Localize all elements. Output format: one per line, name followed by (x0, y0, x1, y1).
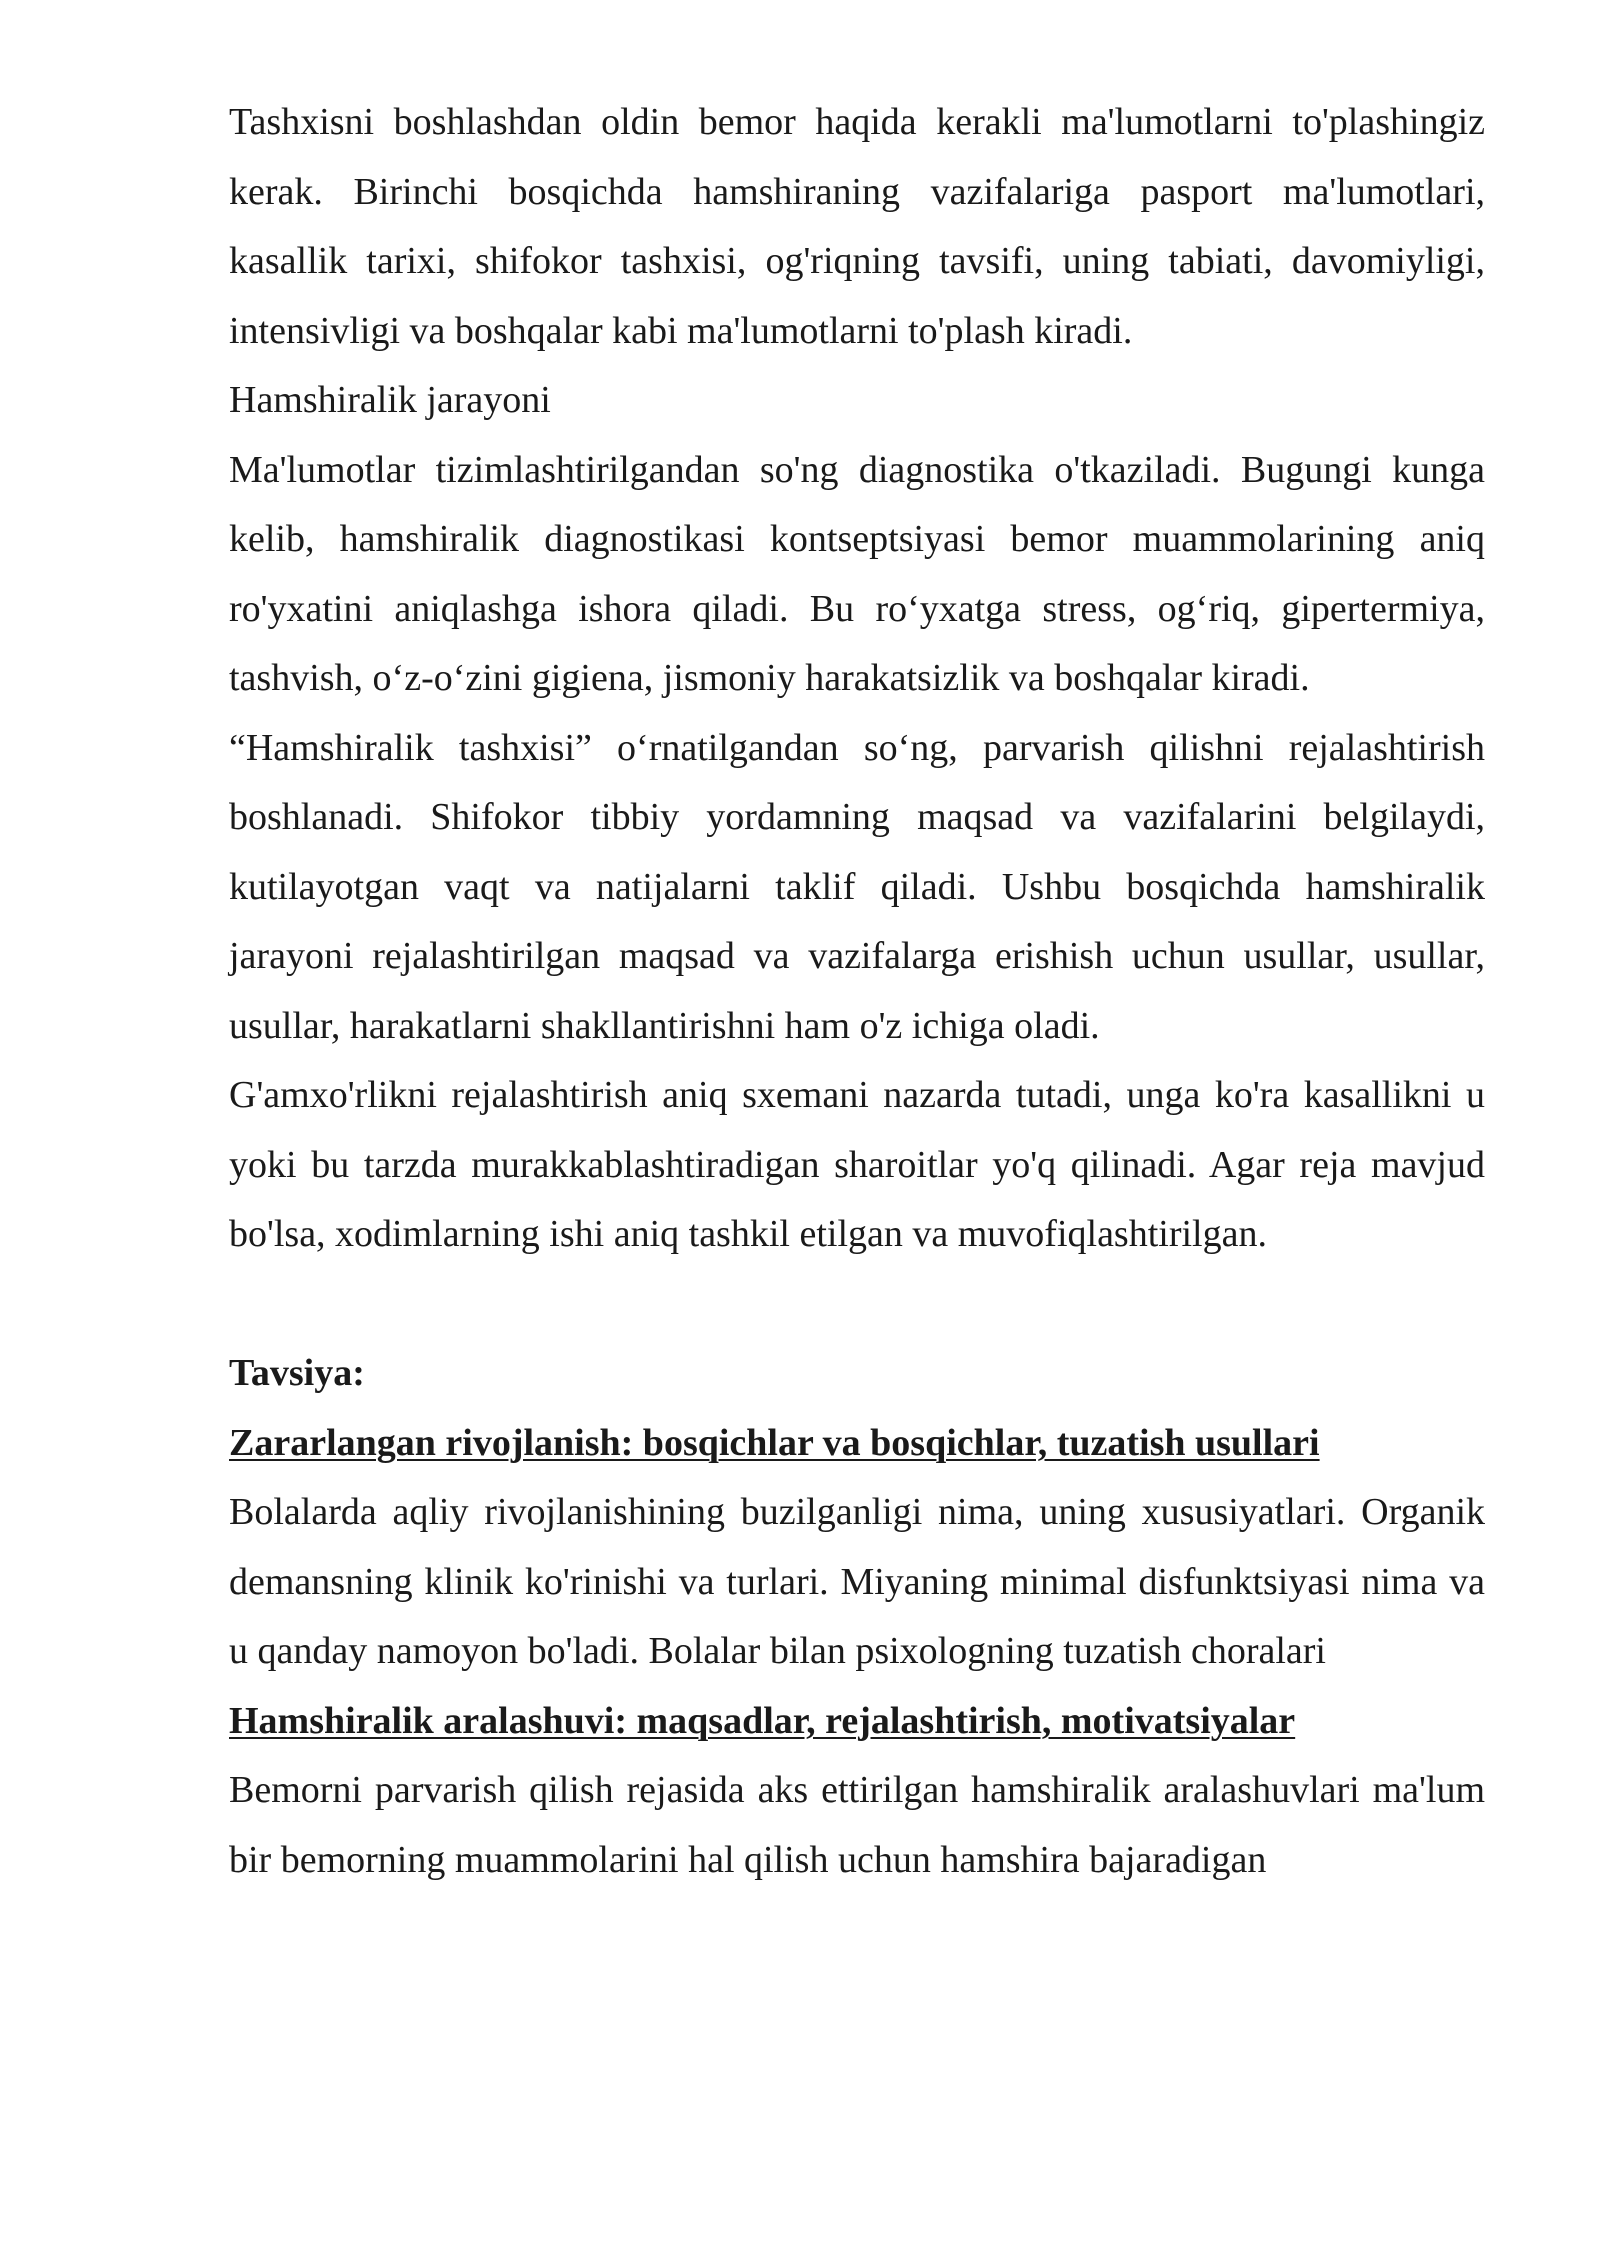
recommendation-label: Tavsiya: (229, 1352, 365, 1394)
paragraph-mental-development: Bolalarda aqliy rivojlanishining buzilganligi nima, uning xususiyatlari. Organik demansning klinik ko'rinishi va turlari. Miyaning minimal disfunktsiyasi nima va u qanday namoyon bo'ladi. Bolalar bilan psixologning tuzatish choralari (229, 1491, 1485, 1672)
subheading-nursing-process: Hamshiralik jarayoni (229, 379, 551, 421)
blank-line (229, 1270, 1485, 1340)
link-impaired-development[interactable]: Zararlangan rivojlanish: bosqichlar va bosqichlar, tuzatish usullari (229, 1421, 1320, 1464)
link-nursing-intervention[interactable]: Hamshiralik aralashuvi: maqsadlar, rejalashtirish, motivatsiyalar (229, 1699, 1296, 1742)
paragraph-diagnostics: Ma'lumotlar tizimlashtirilgandan so'ng diagnostika o'tkaziladi. Bugungi kunga kelib, hamshiralik diagnostikasi kontseptsiyasi bemor muammolarining aniq ro'yxatini aniqlashga ishora qiladi. Bu ro‘yxatga stress, og‘riq, gipertermiya, tashvish, o‘z-o‘zini gigiena, jismoniy harakatsizlik va boshqalar kiradi. (229, 448, 1485, 699)
paragraph-data-collection: Tashxisni boshlashdan oldin bemor haqida kerakli ma'lumotlarni to'plashingiz kerak. Birinchi bosqichda hamshiraning vazifalariga pasport ma'lumotlari, kasallik tarixi, shifokor tashxisi, og'riqning tavsifi, uning tabiati, davomiyligi, intensivligi va boshqalar kabi ma'lumotlarni to'plash kiradi. (229, 101, 1485, 352)
paragraph-care-planning: “Hamshiralik tashxisi” o‘rnatilgandan so‘ng, parvarish qilishni rejalashtirish boshlanadi. Shifokor tibbiy yordamning maqsad va vazifalarini belgilaydi, kutilayotgan vaqt va natijalarni taklif qiladi. Ushbu bosqichda hamshiralik jarayoni rejalashtirilgan maqsad va vazifalarga erishish uchun usullar, usullar, usullar, harakatlarni shakllantirishni ham o'z ichiga oladi. (229, 726, 1485, 1047)
paragraph-nursing-interventions: Bemorni parvarish qilish rejasida aks ettirilgan hamshiralik aralashuvlari ma'lum bir bemorning muammolarini hal qilish uchun hamshira bajaradigan (229, 1769, 1485, 1881)
document-page (229, 88, 1485, 1895)
paragraph-care-scheme: G'amxo'rlikni rejalashtirish aniq sxemani nazarda tutadi, unga ko'ra kasallikni u yoki bu tarzda murakkablashtiradigan sharoitlar yo'q qilinadi. Agar reja mavjud bo'lsa, xodimlarning ishi aniq tashkil etilgan va muvofiqlashtirilgan. (229, 1074, 1485, 1255)
